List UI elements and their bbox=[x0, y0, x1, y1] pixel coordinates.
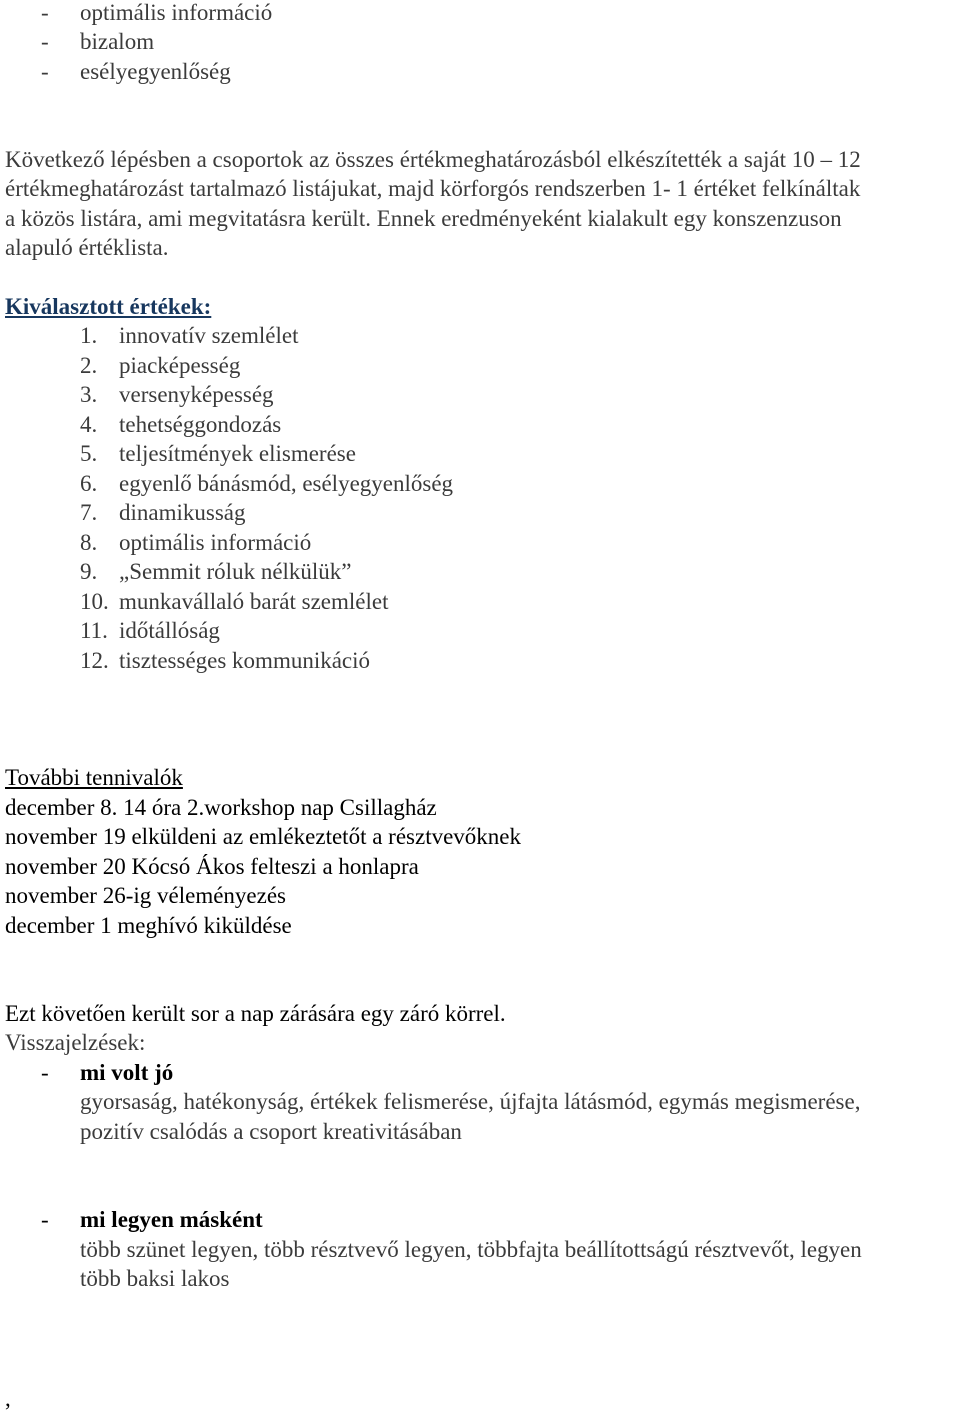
closing-line: Ezt követően került sor a nap zárására egy záró körrel. bbox=[5, 1001, 506, 1026]
selected-values-heading: Kiválasztott értékek: bbox=[5, 294, 212, 319]
list-number: 8. bbox=[80, 530, 98, 555]
todo-line: december 8. 14 óra 2.workshop nap Csillagház bbox=[5, 795, 437, 820]
todo-line: december 1 meghívó kiküldése bbox=[5, 913, 292, 938]
list-text: innovatív szemlélet bbox=[119, 323, 299, 348]
bullet-dash: - bbox=[41, 0, 49, 25]
list-text: versenyképesség bbox=[119, 382, 274, 407]
todo-line: november 26-ig véleményezés bbox=[5, 883, 286, 908]
list-text: egyenlő bánásmód, esélyegyenlőség bbox=[119, 471, 454, 496]
list-number: 12. bbox=[80, 648, 109, 673]
list-number: 9. bbox=[80, 559, 98, 584]
paragraph-line: a közös listára, ami megvitatásra került. Ennek eredményeként kialakult egy konszenzuson bbox=[5, 206, 842, 231]
feedback-heading: Visszajelzések: bbox=[5, 1030, 146, 1055]
bullet-dash: - bbox=[41, 1207, 49, 1232]
list-number: 11. bbox=[80, 618, 108, 643]
bullet-text: bizalom bbox=[80, 29, 155, 54]
feedback-text: több szünet legyen, több résztvevő legyen, többfajta beállítottságú résztvevőt, legyen bbox=[80, 1237, 862, 1262]
list-text: tisztességes kommunikáció bbox=[119, 648, 371, 673]
list-number: 4. bbox=[80, 412, 98, 437]
list-text: optimális információ bbox=[119, 530, 312, 555]
todo-heading: További tennivalók bbox=[5, 765, 183, 790]
list-text: dinamikusság bbox=[119, 500, 246, 525]
feedback-title: mi legyen másként bbox=[80, 1207, 263, 1232]
list-number: 7. bbox=[80, 500, 98, 525]
bullet-text: esélyegyenlőség bbox=[80, 59, 231, 84]
paragraph-line: alapuló értéklista. bbox=[5, 235, 169, 260]
feedback-text: gyorsaság, hatékonyság, értékek felismerése, újfajta látásmód, egymás megismerése, bbox=[80, 1089, 861, 1114]
feedback-text: több baksi lakos bbox=[80, 1266, 230, 1291]
bullet-text: optimális információ bbox=[80, 0, 273, 25]
todo-line: november 19 elküldeni az emlékeztetőt a résztvevőknek bbox=[5, 824, 522, 849]
list-text: „Semmit róluk nélkülük” bbox=[119, 559, 352, 584]
list-number: 1. bbox=[80, 323, 98, 348]
todo-line: november 20 Kócsó Ákos felteszi a honlapra bbox=[5, 854, 419, 879]
list-number: 3. bbox=[80, 382, 98, 407]
footer-mark: , bbox=[5, 1386, 11, 1411]
feedback-text: pozitív csalódás a csoport kreativitásában bbox=[80, 1119, 462, 1144]
paragraph-line: Következő lépésben a csoportok az összes értékmeghatározásból elkészítették a saját 10 – 12 bbox=[5, 147, 861, 172]
list-number: 6. bbox=[80, 471, 98, 496]
list-number: 10. bbox=[80, 589, 109, 614]
list-text: teljesítmények elismerése bbox=[119, 441, 356, 466]
bullet-dash: - bbox=[41, 29, 49, 54]
list-text: piacképesség bbox=[119, 353, 241, 378]
bullet-dash: - bbox=[41, 59, 49, 84]
list-number: 2. bbox=[80, 353, 98, 378]
list-text: időtállóság bbox=[119, 618, 220, 643]
list-text: munkavállaló barát szemlélet bbox=[119, 589, 389, 614]
list-text: tehetséggondozás bbox=[119, 412, 282, 437]
feedback-title: mi volt jó bbox=[80, 1060, 174, 1085]
bullet-dash: - bbox=[41, 1060, 49, 1085]
list-number: 5. bbox=[80, 441, 98, 466]
paragraph-line: értékmeghatározást tartalmazó listájukat, majd körforgós rendszerben 1- 1 értéket felkínáltak bbox=[5, 176, 861, 201]
